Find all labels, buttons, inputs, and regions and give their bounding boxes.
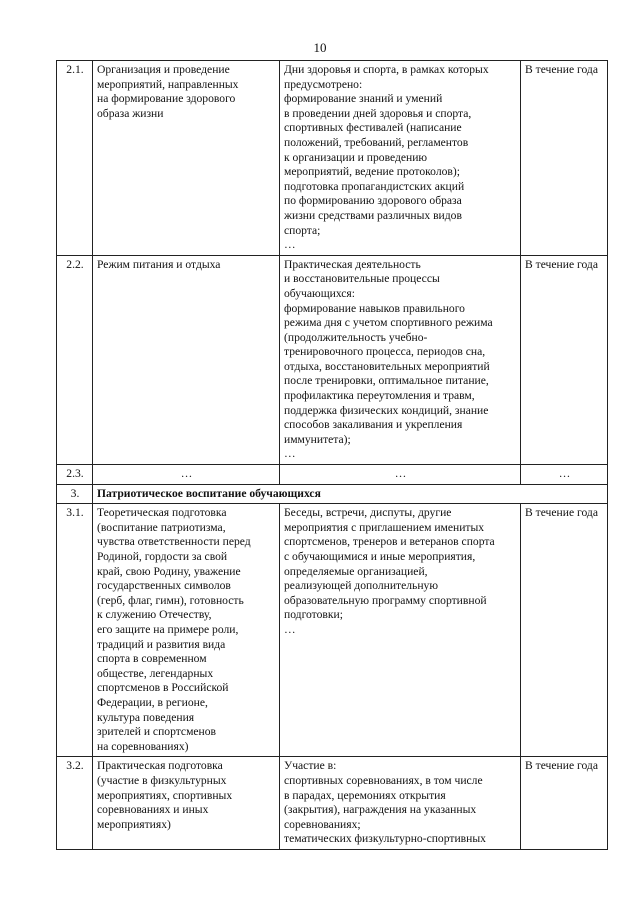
section-title: Патриотическое воспитание обучающихся — [93, 484, 608, 504]
title-line: (воспитание патриотизма, — [97, 520, 226, 534]
title-line: обществе, легендарных — [97, 666, 214, 680]
title-line: на соревнованиях) — [97, 739, 189, 753]
content-line: реализующей дополнительную — [284, 579, 438, 593]
term-cell: В течение года — [521, 504, 608, 757]
content-line: подготовки; — [284, 608, 343, 622]
content-line: формирование знаний и умений — [284, 92, 443, 106]
content-line: определяемые организацией, — [284, 564, 428, 578]
table-row — [57, 465, 608, 485]
activity-title-cell — [93, 255, 280, 464]
content-line: (закрытия), награждения на указанных — [284, 803, 477, 817]
title-line: зрителей и спортсменов — [97, 725, 217, 739]
content-line: … — [394, 467, 407, 481]
title-line: (герб, флаг, гимн), готовность — [97, 593, 244, 607]
title-line: Федерации, в регионе, — [97, 695, 208, 709]
term-cell: В течение года — [521, 61, 608, 256]
content-line: иммунитета); — [284, 432, 351, 446]
table-row — [57, 61, 608, 256]
title-line: Практическая подготовка — [97, 759, 223, 773]
title-line: культура поведения — [97, 710, 195, 724]
row-number: 3.2. — [57, 757, 93, 850]
term-cell: … — [521, 465, 608, 485]
title-line: мероприятий, направленных — [97, 77, 239, 91]
content-line: соревнованиях; — [284, 817, 361, 831]
title-line: Режим питания и отдыха — [97, 257, 221, 271]
title-line: Родиной, гордости за свой — [97, 550, 228, 563]
title-line: образа жизни — [97, 106, 164, 120]
content-line: мероприятий, ведение протоколов); — [284, 165, 460, 179]
title-line: к служению Отечеству, — [97, 608, 212, 622]
title-line: чувства ответственности перед — [97, 535, 251, 549]
content-line: … — [284, 447, 296, 461]
content-line: Беседы, встречи, диспуты, другие — [284, 506, 452, 520]
activity-title-cell — [93, 757, 280, 850]
title-line: государственных символов — [97, 579, 231, 593]
activity-title-cell — [93, 504, 280, 757]
title-line: … — [180, 467, 193, 481]
activity-content-cell — [280, 61, 521, 256]
activity-content-cell — [280, 465, 521, 485]
content-line: спортивных фестивалей (написание — [284, 121, 462, 135]
content-line: режима дня с учетом спортивного режима — [284, 316, 493, 330]
content-line: … — [284, 622, 296, 636]
term-cell: В течение года — [521, 757, 608, 850]
table-row — [57, 504, 608, 757]
table-row — [57, 484, 608, 504]
content-line: к организации и проведению — [284, 150, 428, 164]
title-line: Теоретическая подготовка — [97, 506, 227, 520]
title-line: соревнованиях и иных — [97, 803, 209, 817]
content-line: подготовка пропагандистских акций — [284, 179, 465, 193]
content-line: с обучающимися и иные мероприятия, — [284, 550, 476, 563]
title-line: мероприятиях, спортивных — [97, 788, 233, 802]
content-line: положений, требований, регламентов — [284, 135, 469, 149]
row-number: 3.1. — [57, 504, 93, 757]
content-line: жизни средствами различных видов — [284, 208, 462, 222]
content-line: и восстановительные процессы — [284, 272, 440, 286]
table-row — [57, 255, 608, 464]
content-line: Дни здоровья и спорта, в рамках которых — [284, 63, 489, 76]
content-line: в проведении дней здоровья и спорта, — [284, 106, 472, 120]
title-line: Организация и проведение — [97, 63, 230, 76]
activity-content-cell — [280, 504, 521, 757]
content-line: (продолжительность учебно- — [284, 330, 428, 344]
content-line: Участие в: — [284, 759, 337, 773]
content-line: профилактика переутомления и травм, — [284, 389, 475, 403]
row-number: 2.3. — [57, 465, 93, 485]
page-number: 10 — [313, 40, 327, 55]
content-line: поддержка физических кондиций, знание — [284, 403, 489, 417]
content-line: обучающихся: — [284, 286, 355, 300]
content-line: способов закаливания и укрепления — [284, 418, 463, 432]
activity-title-cell — [93, 465, 280, 485]
content-line: тематических физкультурно-спортивных — [284, 832, 486, 846]
content-line: спорта; — [284, 223, 321, 237]
row-number: 2.1. — [57, 61, 93, 256]
content-line: после тренировки, оптимальное питание, — [284, 374, 489, 388]
content-line: по формированию здорового образа — [284, 194, 462, 208]
content-line: отдыха, восстановительных мероприятий — [284, 359, 490, 373]
title-line: край, свою Родину, уважение — [97, 564, 241, 578]
content-line: спортсменов, тренеров и ветеранов спорта — [284, 535, 495, 549]
term-cell: В течение года — [521, 255, 608, 464]
title-line: мероприятиях) — [97, 817, 171, 831]
title-line: спорта в современном — [97, 652, 207, 666]
content-line: тренировочного процесса, периодов сна, — [284, 345, 486, 359]
content-line: мероприятия с приглашением именитых — [284, 520, 485, 534]
title-line: традиций и развития вида — [97, 637, 226, 651]
content-line: Практическая деятельность — [284, 257, 421, 271]
row-number: 2.2. — [57, 255, 93, 464]
content-line: в парадах, церемониях открытия — [284, 788, 446, 802]
content-line: предусмотрено: — [284, 77, 363, 91]
activity-title-cell — [93, 61, 280, 256]
activities-table — [56, 60, 608, 850]
content-line: спортивных соревнованиях, в том числе — [284, 773, 483, 787]
activity-content-cell — [280, 757, 521, 850]
table-row — [57, 757, 608, 850]
title-line: (участие в физкультурных — [97, 773, 227, 787]
row-number: 3. — [57, 484, 93, 504]
title-line: его защите на примере роли, — [97, 622, 239, 636]
content-line: … — [284, 238, 296, 252]
activity-content-cell — [280, 255, 521, 464]
content-line: образовательную программу спортивной — [284, 593, 487, 607]
content-line: формирование навыков правильного — [284, 301, 465, 315]
title-line: спортсменов в Российской — [97, 681, 229, 695]
title-line: на формирование здорового — [97, 92, 236, 106]
